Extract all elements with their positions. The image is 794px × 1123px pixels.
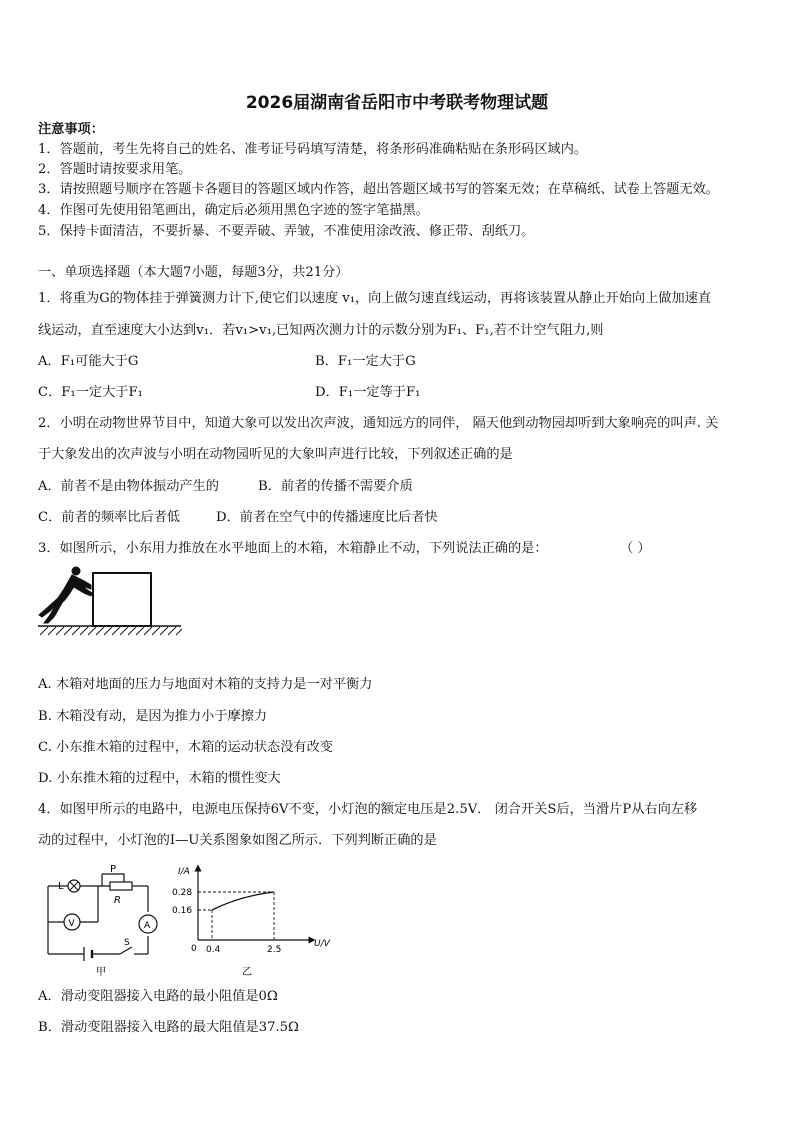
- q4-iu-graph: [170, 860, 340, 982]
- label-R: R: [114, 895, 121, 906]
- page-title: 2026届湖南省岳阳市中考联考物理试题: [245, 93, 549, 113]
- y-axis-label: I/A: [178, 867, 190, 877]
- label-A: A: [144, 921, 151, 931]
- q2-option-a: A．前者不是由物体振动产生的: [38, 479, 219, 494]
- iu-curve: [212, 892, 274, 910]
- x-tick-label: 2.5: [267, 945, 282, 955]
- section-heading: 一、单项选择题（本大题7小题，每题3分，共21分）: [38, 265, 349, 280]
- q2-option-c: C．前者的频率比后者低: [38, 510, 180, 525]
- q2-option-b: B．前者的传播不需要介质: [258, 479, 413, 494]
- q3-option-b: B. 木箱没有动，是因为推力小于摩擦力: [38, 709, 268, 724]
- q4-stem: 动的过程中，小灯泡的I—U关系图象如图乙所示．下列判断正确的是: [38, 833, 437, 848]
- q2-stem: 2．小明在动物世界节目中，知道大象可以发出次声波，通知远方的同伴， 隔天他到动物园却听到大象响亮的叫声. 关: [38, 416, 719, 431]
- notice-heading: 注意事项：: [38, 122, 104, 137]
- wooden-box: [93, 573, 151, 626]
- x-tick-label: 0.4: [206, 945, 221, 955]
- label-V: V: [68, 919, 75, 929]
- q3-option-c: C. 小东推木箱的过程中，木箱的运动状态没有改变: [38, 740, 333, 755]
- notice-item: 3．请按照题号顺序在答题卡各题目的答题区域内作答，超出答题区域书写的答案无效；在草稿纸、试卷上答题无效。: [38, 182, 719, 197]
- q1-option-d: D．F₁一定等于F₁: [315, 385, 421, 400]
- lamp-symbol: [68, 880, 80, 892]
- label-P: P: [110, 864, 117, 875]
- q3-stem: 3．如图所示，小东用力推放在水平地面上的木箱，木箱静止不动，下列说法正确的是：: [38, 541, 548, 556]
- label-S: S: [124, 938, 130, 948]
- q1-option-b: B．F₁一定大于G: [315, 354, 416, 369]
- q4-option-a: A．滑动变阻器接入电路的最小阻值是0Ω: [38, 989, 278, 1004]
- q2-option-d: D．前者在空气中的传播速度比后者快: [216, 510, 438, 525]
- label-L: L: [58, 881, 64, 892]
- notice-item: 4．作图可先使用铅笔画出，确定后必须用黑色字迹的签字笔描黑。: [38, 203, 429, 218]
- q4-stem: 4．如图甲所示的电路中，电源电压保持6V不变，小灯泡的额定电压是2.5V． 闭合开关S后，当滑片P从右向左移: [38, 802, 698, 817]
- origin-label: 0: [191, 944, 197, 954]
- q4-circuit-diagram: [40, 864, 165, 979]
- caption-jia: 甲: [96, 967, 106, 978]
- q3-figure: [36, 565, 186, 640]
- q4-option-b: B．滑动变阻器接入电路的最大阻值是37.5Ω: [38, 1020, 299, 1035]
- q3-answer-bracket: （ ）: [620, 541, 651, 556]
- notice-item: 2．答题时请按要求用笔。: [38, 162, 192, 177]
- y-tick-label: 0.16: [172, 906, 193, 916]
- q2-stem: 于大象发出的次声波与小明在动物园听见的大象叫声进行比较，下列叙述正确的是: [38, 447, 513, 462]
- q3-option-a: A. 木箱对地面的压力与地面对木箱的支持力是一对平衡力: [38, 677, 373, 692]
- notice-item: 1．答题前，考生先将自己的姓名、准考证号码填写清楚，将条形码准确粘贴在条形码区域内。: [38, 142, 588, 157]
- notice-item: 5．保持卡面清洁，不要折暴、不要弄破、弄皱，不准使用涂改液、修正带、刮纸刀。: [38, 224, 535, 239]
- q1-option-a: A．F₁可能大于G: [38, 354, 139, 369]
- q1-option-c: C．F₁一定大于F₁: [38, 385, 143, 400]
- q1-stem: 线运动，直至速度大小达到v₁．若v₁>v₁,已知两次测力计的示数分别为F₁、F₁,若不计空气阻力,则: [38, 323, 604, 338]
- q1-stem: 1．将重为G的物体挂于弹簧测力计下,使它们以速度 v₁，向上做匀速直线运动，再将该装置从静止开始向上做加速直: [38, 291, 712, 306]
- person-silhouette: [39, 567, 92, 624]
- ground-hatch: [40, 627, 182, 635]
- x-axis-label: U/V: [314, 939, 330, 949]
- q3-option-d: D. 小东推木箱的过程中，木箱的惯性变大: [38, 771, 281, 786]
- y-tick-label: 0.28: [172, 888, 193, 898]
- caption-yi: 乙: [242, 967, 252, 978]
